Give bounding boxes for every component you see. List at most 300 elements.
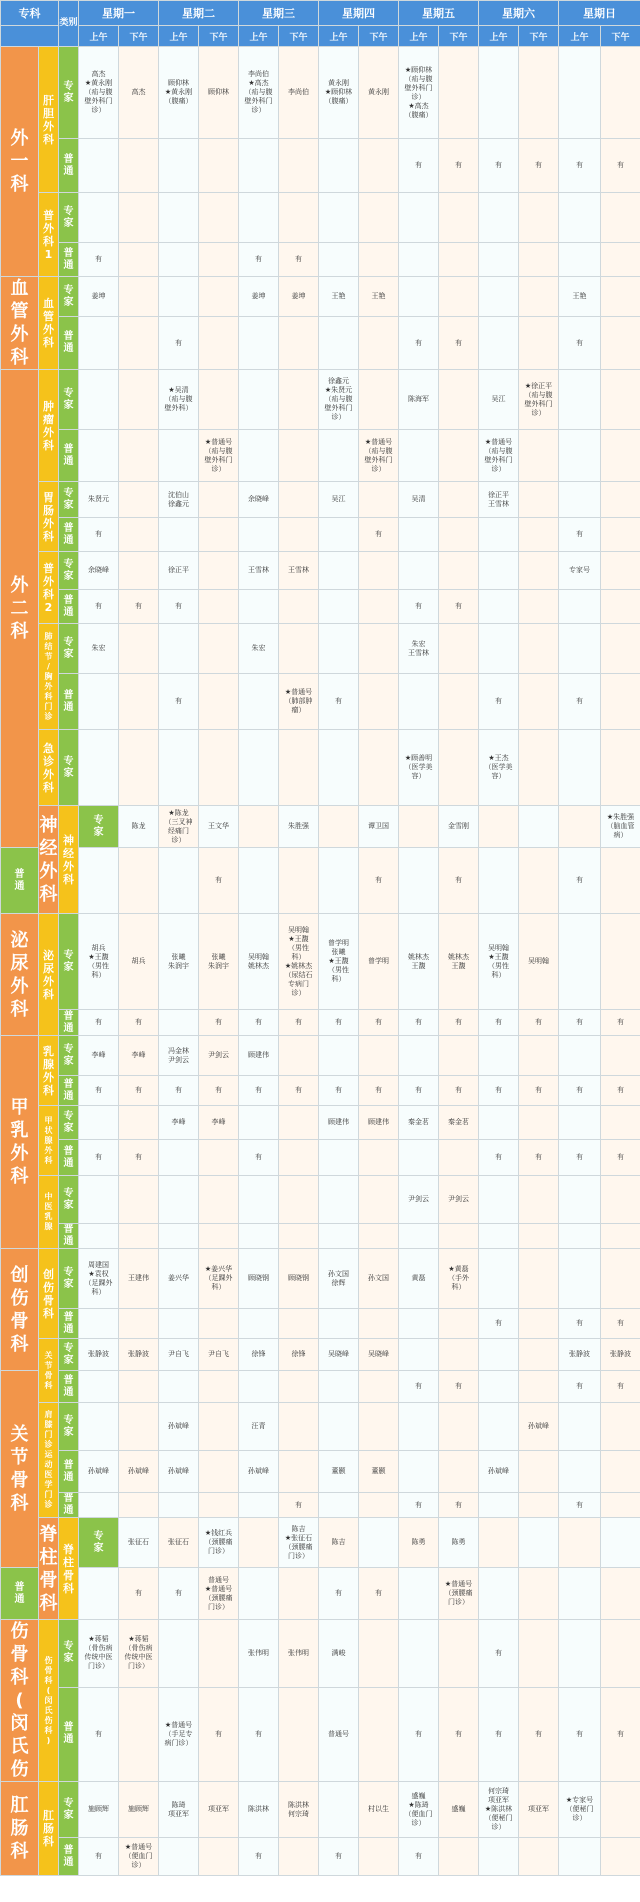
subspecialty-cell: 普 外 科 1: [39, 193, 59, 277]
pm-slot-cell: [359, 1371, 399, 1403]
am-slot-cell: [159, 1493, 199, 1518]
pm-slot-cell: [439, 1036, 479, 1076]
pm-slot-cell: 有: [519, 1076, 559, 1106]
pm-slot-cell: ★普通号 （肺部肿 瘤）: [279, 674, 319, 730]
category-cell: 普 通: [59, 1224, 79, 1249]
pm-header: 下午: [279, 26, 319, 47]
pm-slot-cell: 项亚军: [199, 1782, 239, 1838]
am-slot-cell: [159, 243, 199, 277]
am-slot-cell: [559, 430, 601, 482]
pm-slot-cell: 有: [279, 243, 319, 277]
pm-slot-cell: 村以生: [359, 1782, 399, 1838]
specialty-cell: 创 伤 骨 科: [1, 1249, 39, 1371]
pm-slot-cell: [519, 1493, 559, 1518]
schedule-row: [1, 1620, 640, 1688]
pm-slot-cell: 有: [199, 848, 239, 914]
am-slot-cell: 金雪刚: [439, 806, 479, 848]
am-slot-cell: [159, 1309, 199, 1339]
am-slot-cell: 有: [479, 1010, 519, 1036]
am-slot-cell: [159, 139, 199, 193]
am-slot-cell: [479, 1339, 519, 1371]
pm-slot-cell: [601, 1493, 640, 1518]
pm-slot-cell: 顾仰林: [199, 47, 239, 139]
am-slot-cell: 姜坤: [79, 277, 119, 317]
pm-slot-cell: [601, 552, 640, 590]
am-slot-cell: [559, 730, 601, 806]
am-slot-cell: 董颢: [319, 1451, 359, 1493]
category-cell: 普 通: [59, 1838, 79, 1876]
am-slot-cell: [239, 1176, 279, 1224]
am-slot-cell: ★钱红兵 （颈腰痛 门诊）: [199, 1518, 239, 1568]
am-slot-cell: [319, 243, 359, 277]
schedule-row: [1, 1568, 640, 1620]
am-slot-cell: [319, 1782, 359, 1838]
schedule-row: [1, 914, 640, 1010]
pm-slot-cell: [199, 1176, 239, 1224]
pm-slot-cell: 孙斌峰: [519, 1403, 559, 1451]
am-slot-cell: 有: [159, 590, 199, 624]
pm-slot-cell: [119, 552, 159, 590]
am-slot-cell: 有: [399, 1838, 439, 1876]
schedule-row: [1, 552, 640, 590]
schedule-row: [1, 518, 640, 552]
pm-slot-cell: [519, 482, 559, 518]
pm-slot-cell: [519, 518, 559, 552]
pm-slot-cell: [199, 1309, 239, 1339]
pm-slot-cell: [519, 848, 559, 914]
pm-slot-cell: [601, 1036, 640, 1076]
pm-slot-cell: [119, 1106, 159, 1140]
pm-slot-cell: [119, 674, 159, 730]
am-slot-cell: [239, 139, 279, 193]
am-slot-cell: 有: [559, 1493, 601, 1518]
am-slot-cell: 李峰: [79, 1036, 119, 1076]
pm-slot-cell: 张曦 朱润宇: [199, 914, 239, 1010]
am-slot-cell: ★朱胜强 （脑血管 病）: [601, 806, 640, 848]
pm-slot-cell: 有: [359, 1568, 399, 1620]
pm-slot-cell: 张静波: [601, 1339, 640, 1371]
pm-slot-cell: [279, 1403, 319, 1451]
am-header: 上午: [319, 26, 359, 47]
am-slot-cell: [479, 277, 519, 317]
schedule-row: [1, 317, 640, 370]
schedule-row: [1, 430, 640, 482]
am-slot-cell: 有: [239, 1010, 279, 1036]
am-slot-cell: [479, 1036, 519, 1076]
am-slot-cell: 有: [559, 1371, 601, 1403]
am-slot-cell: [319, 552, 359, 590]
pm-slot-cell: [439, 1403, 479, 1451]
am-slot-cell: [239, 1309, 279, 1339]
pm-slot-cell: [199, 1838, 239, 1876]
am-slot-cell: 有: [559, 518, 601, 552]
pm-slot-cell: [601, 1106, 640, 1140]
pm-slot-cell: [279, 193, 319, 243]
am-slot-cell: 余晓峰: [239, 482, 279, 518]
pm-slot-cell: [519, 1106, 559, 1140]
pm-slot-cell: 有: [519, 1010, 559, 1036]
pm-slot-cell: [601, 47, 640, 139]
am-header: 上午: [239, 26, 279, 47]
schedule-row: [1, 1140, 640, 1176]
subspecialty-cell: 创 伤 骨 科: [39, 1249, 59, 1339]
category-cell: 普 通: [59, 243, 79, 277]
pm-slot-cell: [279, 139, 319, 193]
pm-slot-cell: 有: [279, 1010, 319, 1036]
am-slot-cell: [559, 914, 601, 1010]
am-slot-cell: ★王杰 （医学美 容）: [479, 730, 519, 806]
pm-slot-cell: [519, 1451, 559, 1493]
pm-slot-cell: [601, 193, 640, 243]
am-slot-cell: 有: [559, 1140, 601, 1176]
am-slot-cell: [479, 1568, 519, 1620]
pm-slot-cell: 有: [199, 1687, 239, 1781]
am-slot-cell: [479, 1371, 519, 1403]
am-slot-cell: [319, 1224, 359, 1249]
pm-slot-cell: [519, 1176, 559, 1224]
am-slot-cell: 陈海军: [399, 370, 439, 430]
am-slot-cell: 王艳: [319, 277, 359, 317]
am-slot-cell: 有: [559, 848, 601, 914]
pm-slot-cell: [279, 1176, 319, 1224]
pm-slot-cell: 有: [119, 1010, 159, 1036]
category-cell: 专 家: [59, 730, 79, 806]
pm-slot-cell: [359, 1176, 399, 1224]
am-slot-cell: [319, 518, 359, 552]
pm-slot-cell: [359, 730, 399, 806]
am-slot-cell: 有: [479, 1076, 519, 1106]
am-slot-cell: [159, 430, 199, 482]
am-slot-cell: 顾仰林 ★黄永刚 （腹痛）: [159, 47, 199, 139]
am-slot-cell: 王艳: [559, 277, 601, 317]
pm-slot-cell: [519, 1838, 559, 1876]
pm-slot-cell: [399, 806, 439, 848]
am-slot-cell: 姜坤: [239, 277, 279, 317]
am-slot-cell: 吴明翰 ★王馥 （男性 科）: [479, 914, 519, 1010]
subspecialty-cell: 关 节 骨 科: [39, 1339, 59, 1403]
am-slot-cell: 有: [479, 674, 519, 730]
pm-slot-cell: 李峰: [199, 1106, 239, 1140]
subspecialty-cell: 乳 腺 外 科: [39, 1036, 59, 1106]
am-slot-cell: [399, 1224, 439, 1249]
am-slot-cell: 陈龙: [119, 806, 159, 848]
am-slot-cell: [79, 317, 119, 370]
category-header-text: 类别: [59, 18, 78, 28]
pm-slot-cell: [601, 624, 640, 674]
schedule-row: [1, 243, 640, 277]
category-cell: 专 家: [59, 1106, 79, 1140]
pm-slot-cell: [519, 1224, 559, 1249]
am-slot-cell: [319, 1493, 359, 1518]
am-slot-cell: 有: [79, 1838, 119, 1876]
am-slot-cell: 有: [399, 1076, 439, 1106]
pm-slot-cell: [199, 674, 239, 730]
am-slot-cell: [79, 430, 119, 482]
pm-slot-cell: 张征石: [159, 1518, 199, 1568]
am-slot-cell: [159, 277, 199, 317]
am-slot-cell: [399, 1620, 439, 1688]
am-slot-cell: [519, 806, 559, 848]
category-cell: 普 通: [1, 1568, 39, 1620]
am-slot-cell: [479, 243, 519, 277]
schedule-row: [1, 1339, 640, 1371]
pm-slot-cell: 有: [601, 139, 640, 193]
category-cell: 普 通: [59, 590, 79, 624]
am-slot-cell: [559, 1568, 601, 1620]
category-cell: 专 家: [59, 914, 79, 1010]
category-cell: 专 家: [59, 47, 79, 139]
pm-slot-cell: [601, 1838, 640, 1876]
pm-slot-cell: [239, 1518, 279, 1568]
pm-slot-cell: 有: [439, 1076, 479, 1106]
am-slot-cell: [239, 1493, 279, 1518]
am-slot-cell: 朱贤元: [79, 482, 119, 518]
am-slot-cell: ★普通号 （疝与腹 壁外科门 诊）: [479, 430, 519, 482]
category-cell: 专 家: [59, 277, 79, 317]
am-slot-cell: 吴明翰 姚林杰: [239, 914, 279, 1010]
am-slot-cell: 余晓峰: [79, 552, 119, 590]
am-slot-cell: [319, 730, 359, 806]
am-slot-cell: [559, 624, 601, 674]
schedule-row: [1, 806, 640, 848]
am-slot-cell: 有: [319, 1010, 359, 1036]
pm-slot-cell: 有: [439, 1493, 479, 1518]
pm-slot-cell: [279, 1224, 319, 1249]
pm-slot-cell: [601, 430, 640, 482]
specialty-header-spacer: [1, 26, 59, 47]
am-slot-cell: ★普通号 （手足专 病门诊）: [159, 1687, 199, 1781]
pm-slot-cell: [359, 1493, 399, 1518]
pm-slot-cell: [199, 1140, 239, 1176]
subspecialty-cell: 肛 肠 科: [39, 1782, 59, 1876]
pm-slot-cell: ★蒋韬 （骨伤病 传统中医 门诊）: [119, 1620, 159, 1688]
pm-slot-cell: [119, 1309, 159, 1339]
specialty-cell: 甲 乳 外 科: [1, 1036, 39, 1249]
am-slot-cell: [239, 430, 279, 482]
subspecialty-cell: 血 管 外 科: [39, 277, 59, 370]
am-slot-cell: [319, 317, 359, 370]
am-slot-cell: [399, 518, 439, 552]
pm-slot-cell: 有: [519, 1140, 559, 1176]
pm-slot-cell: 陈吉: [319, 1518, 359, 1568]
category-cell: 专 家: [59, 1403, 79, 1451]
am-slot-cell: [319, 193, 359, 243]
pm-slot-cell: 姚林杰 王馥: [439, 914, 479, 1010]
am-header: 上午: [479, 26, 519, 47]
pm-slot-cell: [479, 1518, 519, 1568]
pm-slot-cell: [279, 518, 319, 552]
am-slot-cell: [479, 317, 519, 370]
pm-slot-cell: ★黄磊 （手外 科）: [439, 1249, 479, 1309]
pm-slot-cell: [439, 1309, 479, 1339]
pm-slot-cell: 有: [119, 1568, 159, 1620]
am-slot-cell: [559, 1036, 601, 1076]
specialty-cell: 关 节 骨 科: [1, 1371, 39, 1568]
pm-slot-cell: 有: [279, 1076, 319, 1106]
am-slot-cell: [399, 1036, 439, 1076]
am-slot-cell: [159, 518, 199, 552]
pm-slot-cell: [601, 370, 640, 430]
pm-slot-cell: [279, 317, 319, 370]
am-slot-cell: [239, 1224, 279, 1249]
pm-header: 下午: [359, 26, 399, 47]
am-slot-cell: 有: [559, 1687, 601, 1781]
pm-slot-cell: [199, 243, 239, 277]
am-slot-cell: 有: [399, 1371, 439, 1403]
day-header-thu: 星期四: [319, 1, 399, 26]
category-cell: 普 通: [59, 1010, 79, 1036]
am-slot-cell: 有: [79, 243, 119, 277]
schedule-row: [1, 139, 640, 193]
pm-slot-cell: 有: [601, 1371, 640, 1403]
pm-slot-cell: 有: [359, 518, 399, 552]
am-header: 上午: [399, 26, 439, 47]
pm-slot-cell: [519, 193, 559, 243]
pm-slot-cell: [319, 806, 359, 848]
pm-slot-cell: 有: [119, 590, 159, 624]
pm-slot-cell: 曾学明: [359, 914, 399, 1010]
pm-slot-cell: [601, 243, 640, 277]
am-slot-cell: [159, 1224, 199, 1249]
am-slot-cell: [559, 1224, 601, 1249]
am-slot-cell: 陈勇: [439, 1518, 479, 1568]
pm-slot-cell: [279, 370, 319, 430]
am-slot-cell: 姚林杰 王馥: [399, 914, 439, 1010]
category-cell: 专 家: [59, 1176, 79, 1224]
category-cell: 专 家: [59, 1249, 79, 1309]
am-slot-cell: 秦金茗: [399, 1106, 439, 1140]
schedule-row: [1, 1076, 640, 1106]
category-cell: 专 家: [59, 624, 79, 674]
schedule-row: [1, 1309, 640, 1339]
pm-slot-cell: [359, 243, 399, 277]
am-slot-cell: 有: [79, 590, 119, 624]
pm-slot-cell: [279, 1568, 319, 1620]
day-header-mon: 星期一: [79, 1, 159, 26]
am-slot-cell: 顾建伟: [319, 1106, 359, 1140]
pm-slot-cell: [601, 317, 640, 370]
am-slot-cell: [319, 1403, 359, 1451]
am-slot-cell: 冯金林 尹剑云: [159, 1036, 199, 1076]
am-slot-cell: [559, 193, 601, 243]
category-cell: 普 通: [59, 1687, 79, 1781]
am-slot-cell: [319, 139, 359, 193]
am-slot-cell: 张静波: [559, 1339, 601, 1371]
am-slot-cell: [159, 1620, 199, 1688]
am-slot-cell: [559, 590, 601, 624]
pm-slot-cell: ★姜兴华 （足踝外 科）: [199, 1249, 239, 1309]
pm-header: 下午: [519, 26, 559, 47]
pm-slot-cell: 李尚伯: [279, 47, 319, 139]
am-slot-cell: 有: [239, 1687, 279, 1781]
am-slot-cell: [359, 1518, 399, 1568]
pm-slot-cell: [119, 1687, 159, 1781]
pm-slot-cell: [439, 277, 479, 317]
pm-slot-cell: [359, 1036, 399, 1076]
am-slot-cell: 张静波: [79, 1339, 119, 1371]
am-slot-cell: 有: [319, 1838, 359, 1876]
am-slot-cell: 陈吉 ★张征石 （颈腰痛 门诊）: [279, 1518, 319, 1568]
pm-slot-cell: 有: [119, 1140, 159, 1176]
am-slot-cell: 孙斌峰: [239, 1451, 279, 1493]
header-row-days: [1, 1, 640, 26]
pm-slot-cell: [359, 1140, 399, 1176]
am-slot-cell: 有: [479, 1309, 519, 1339]
pm-slot-cell: 项亚军: [519, 1782, 559, 1838]
category-cell: 普 通: [59, 139, 79, 193]
am-slot-cell: 有: [399, 1687, 439, 1781]
am-slot-cell: [239, 1106, 279, 1140]
pm-slot-cell: 有: [601, 1140, 640, 1176]
am-slot-cell: 有: [479, 1620, 519, 1688]
am-slot-cell: [239, 730, 279, 806]
am-slot-cell: [479, 1249, 519, 1309]
am-slot-cell: [159, 848, 199, 914]
pm-slot-cell: [279, 1371, 319, 1403]
am-slot-cell: 张征石: [119, 1518, 159, 1568]
am-slot-cell: [159, 624, 199, 674]
pm-slot-cell: ★普通号 （颈腰痛 门诊）: [439, 1568, 479, 1620]
pm-slot-cell: [279, 1036, 319, 1076]
am-slot-cell: 有: [79, 1687, 119, 1781]
am-slot-cell: [601, 1518, 640, 1568]
am-slot-cell: [559, 243, 601, 277]
pm-slot-cell: 王建伟: [119, 1249, 159, 1309]
pm-slot-cell: 有: [439, 848, 479, 914]
am-slot-cell: [399, 552, 439, 590]
am-slot-cell: 满峻: [319, 1620, 359, 1688]
pm-slot-cell: ★普通号 （疝与腹 壁外科门 诊）: [359, 430, 399, 482]
specialty-cell: 肛 肠 科: [1, 1782, 39, 1876]
schedule-row: [1, 1036, 640, 1076]
pm-slot-cell: 张静波: [119, 1339, 159, 1371]
am-slot-cell: [159, 1010, 199, 1036]
schedule-row: [1, 1106, 640, 1140]
pm-slot-cell: 普通号 ★普通号 （颈腰痛 门诊）: [199, 1568, 239, 1620]
pm-slot-cell: [279, 1309, 319, 1339]
pm-slot-cell: [519, 1309, 559, 1339]
pm-slot-cell: 董颢: [359, 1451, 399, 1493]
pm-slot-cell: 秦金茗: [439, 1106, 479, 1140]
am-slot-cell: [79, 1371, 119, 1403]
pm-slot-cell: [559, 806, 601, 848]
schedule-row: [1, 482, 640, 518]
subspecialty-cell: 甲 状 腺 外 科: [39, 1106, 59, 1176]
am-slot-cell: 何宗琦 项亚军 ★陈洪林 （便秘门 诊）: [479, 1782, 519, 1838]
pm-slot-cell: [519, 624, 559, 674]
pm-slot-cell: 有: [439, 1687, 479, 1781]
pm-slot-cell: [119, 139, 159, 193]
am-slot-cell: 谭卫国: [359, 806, 399, 848]
am-slot-cell: 尹剑云: [399, 1176, 439, 1224]
pm-slot-cell: 陈洪林 何宗琦: [279, 1782, 319, 1838]
am-slot-cell: [479, 193, 519, 243]
pm-slot-cell: 顾建伟: [359, 1106, 399, 1140]
am-slot-cell: [79, 1106, 119, 1140]
pm-slot-cell: 有: [279, 1493, 319, 1518]
pm-header: 下午: [439, 26, 479, 47]
pm-slot-cell: 姜坤: [279, 277, 319, 317]
am-slot-cell: [79, 193, 119, 243]
pm-slot-cell: [601, 1249, 640, 1309]
am-slot-cell: 有: [559, 317, 601, 370]
schedule-row: [1, 624, 640, 674]
am-slot-cell: 有: [399, 139, 439, 193]
pm-slot-cell: [119, 317, 159, 370]
am-slot-cell: 孙斌峰: [159, 1403, 199, 1451]
subspecialty-cell: 肩 膝 门 诊 运 动 医 学 门 诊: [39, 1403, 59, 1518]
schedule-row: [1, 674, 640, 730]
